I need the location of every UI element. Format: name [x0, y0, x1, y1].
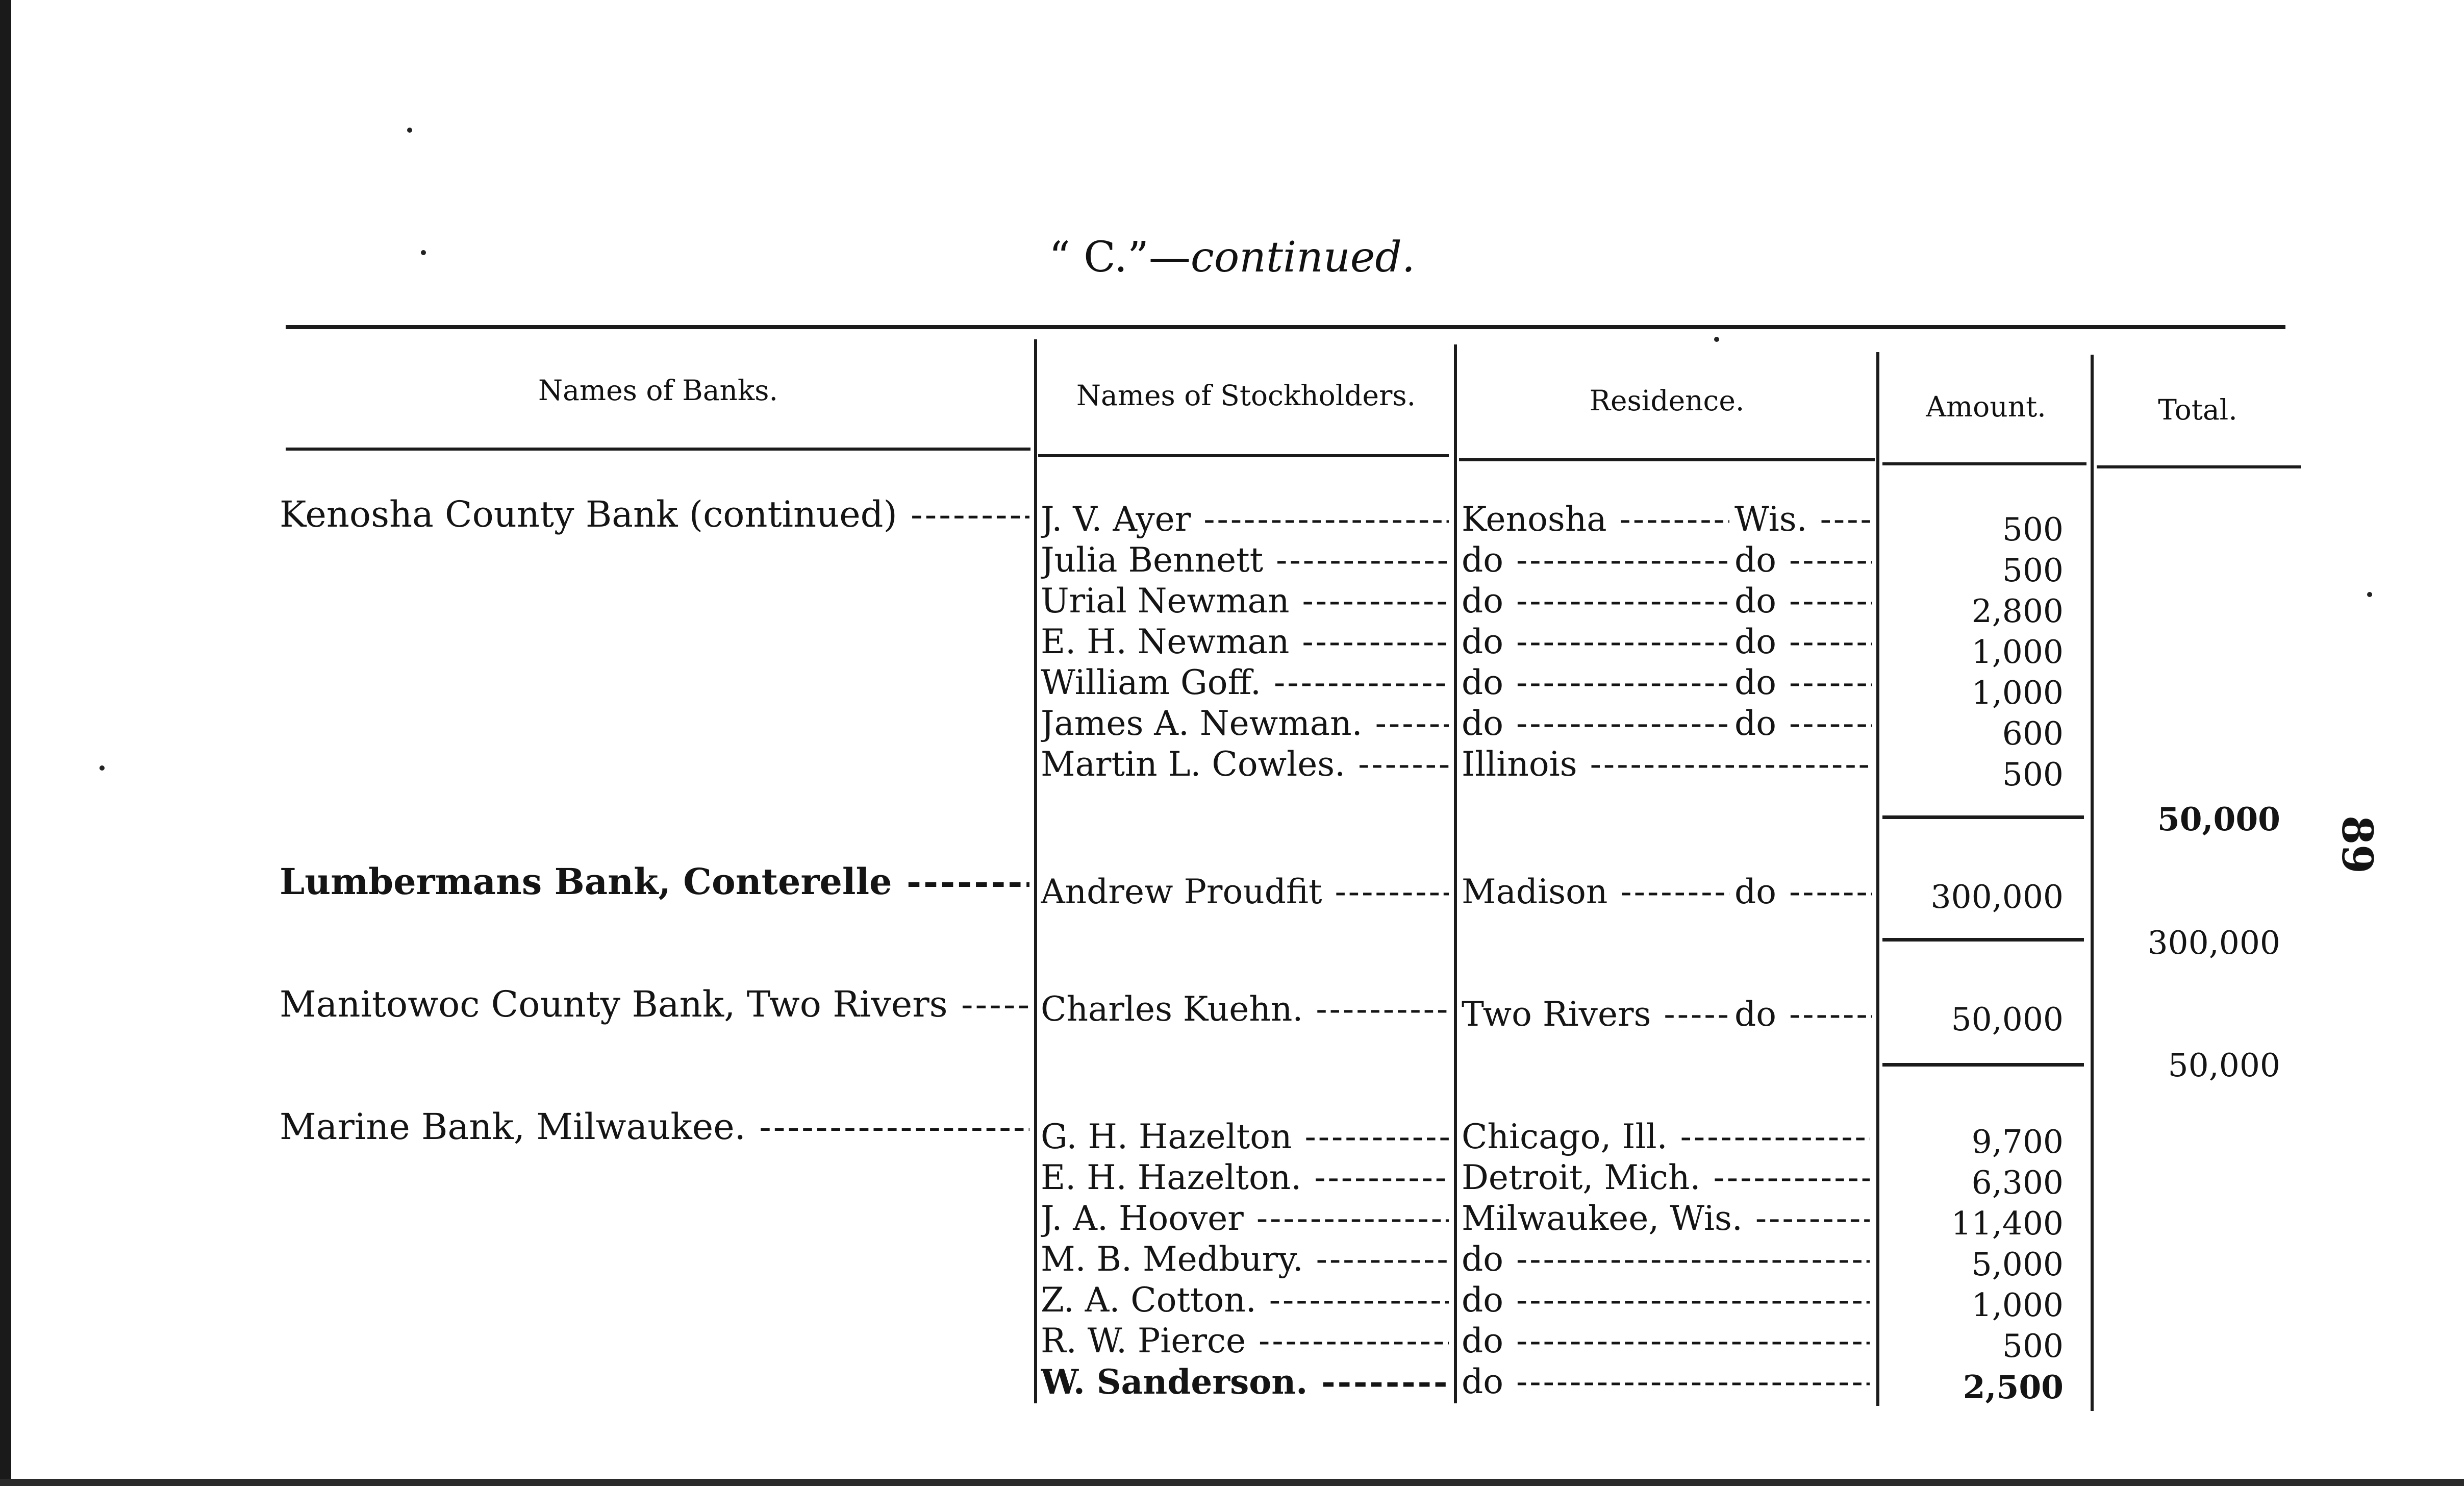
page-heading [0, 232, 2464, 283]
column-divider-2 [1454, 344, 1457, 1403]
bank-total: 50,000 [2157, 800, 2280, 838]
amount-cell: 5,000 [1971, 1246, 2064, 1283]
state-cell: do ----- [1734, 540, 1872, 581]
stockholder-cell: E. H. Hazelton. ----- [1041, 1157, 1449, 1198]
page-edge-shadow [0, 0, 11, 1486]
stockholder-cell: J. A. Hoover ----- [1041, 1198, 1449, 1239]
stockholder-cell: R. W. Pierce ----- [1041, 1321, 1449, 1361]
residence-cell: do ----- [1462, 540, 1729, 581]
column-divider-1 [1034, 339, 1037, 1403]
amount-cell: 6,300 [1971, 1164, 2064, 1201]
stockholder-cell: G. H. Hazelton ----- [1041, 1117, 1449, 1157]
state-cell: Wis. ----- [1734, 499, 1872, 540]
subtotal-rule [1882, 938, 2084, 942]
amount-cell: 500 [2002, 511, 2064, 548]
residence-cell: do ----- [1462, 662, 1729, 703]
amount-cell: 600 [2002, 715, 2064, 752]
header-amount: Amount. [1926, 390, 2046, 423]
amount-cell: 500 [2002, 756, 2064, 793]
bank-total: 300,000 [2147, 924, 2280, 961]
stockholder-cell: Martin L. Cowles. ----- [1041, 744, 1449, 785]
ink-speck [99, 765, 105, 771]
bank-total: 50,000 [2168, 1047, 2280, 1084]
amount-cell: 500 [2002, 552, 2064, 589]
residence-cell: Illinois ----- [1462, 744, 1870, 785]
residence-cell: do ----- [1462, 622, 1729, 662]
amount-cell: 1,000 [1971, 633, 2064, 671]
residence-cell: do ----- [1462, 1361, 1870, 1402]
residence-cell: Madison ----- [1462, 872, 1729, 912]
header-total: Total. [2158, 393, 2237, 426]
amount-cell: 2,500 [1963, 1368, 2064, 1406]
bank-name: Kenosha County Bank (continued) ----- [280, 494, 1029, 535]
amount-cell: 1,000 [1971, 1286, 2064, 1324]
residence-cell: do ----- [1462, 1239, 1870, 1280]
ink-speck [1714, 337, 1719, 342]
heading-continued: continued. [1190, 233, 1415, 282]
state-cell: do ----- [1734, 581, 1872, 622]
residence-cell: Kenosha ----- [1462, 499, 1729, 540]
residence-cell: Two Rivers ----- [1462, 994, 1729, 1035]
amount-cell: 500 [2002, 1327, 2064, 1365]
stockholder-cell: William Goff. ----- [1041, 662, 1449, 703]
heading-prefix: “ C.”— [1049, 233, 1191, 282]
header-residence: Residence. [1589, 384, 1745, 417]
header-names-of-stockholders: Names of Stockholders. [1076, 379, 1416, 412]
header-rule-banks [286, 448, 1030, 451]
state-cell: do ----- [1734, 622, 1872, 662]
residence-cell: Chicago, Ill. ----- [1462, 1117, 1870, 1157]
residence-cell: do ----- [1462, 1280, 1870, 1321]
stockholder-cell: W. Sanderson. ----- [1041, 1361, 1449, 1402]
ink-speck [407, 128, 412, 133]
state-cell: do ----- [1734, 662, 1872, 703]
state-cell: do ----- [1734, 703, 1872, 744]
residence-cell: do ----- [1462, 1321, 1870, 1361]
state-cell: do ----- [1734, 872, 1872, 912]
subtotal-rule [1882, 815, 2084, 819]
page-number: 89 [2332, 815, 2381, 874]
header-rule-stockholders [1038, 454, 1449, 457]
state-cell: do ----- [1734, 994, 1872, 1035]
header-rule-residence [1459, 458, 1875, 461]
amount-cell: 300,000 [1930, 878, 2064, 915]
amount-cell: 1,000 [1971, 674, 2064, 711]
table-top-rule [286, 325, 2285, 329]
residence-cell: Milwaukee, Wis. ----- [1462, 1198, 1870, 1239]
column-divider-3 [1876, 352, 1879, 1406]
stockholder-cell: James A. Newman. ----- [1041, 703, 1449, 744]
ink-speck [421, 250, 426, 255]
amount-cell: 9,700 [1971, 1123, 2064, 1160]
bank-name: Manitowoc County Bank, Two Rivers ----- [280, 984, 1029, 1025]
header-rule-amount [1882, 462, 2086, 465]
stockholder-cell: Julia Bennett ----- [1041, 540, 1449, 581]
stockholder-cell: M. B. Medbury. ----- [1041, 1239, 1449, 1280]
header-names-of-banks: Names of Banks. [538, 374, 778, 407]
residence-cell: do ----- [1462, 581, 1729, 622]
page-bottom-edge [0, 1479, 2464, 1486]
stockholder-cell: E. H. Newman ----- [1041, 622, 1449, 662]
residence-cell: do ----- [1462, 703, 1729, 744]
residence-cell: Detroit, Mich. ----- [1462, 1157, 1870, 1198]
bank-name: Marine Bank, Milwaukee. ----- [280, 1106, 1029, 1147]
stockholder-cell: J. V. Ayer ----- [1041, 499, 1449, 540]
amount-cell: 2,800 [1971, 592, 2064, 630]
stockholder-cell: Charles Kuehn. ----- [1041, 989, 1449, 1030]
stockholder-cell: Urial Newman ----- [1041, 581, 1449, 622]
column-divider-4 [2091, 355, 2094, 1411]
amount-cell: 11,400 [1951, 1205, 2064, 1242]
ink-speck [2367, 592, 2372, 597]
stockholder-cell: Z. A. Cotton. ----- [1041, 1280, 1449, 1321]
amount-cell: 50,000 [1951, 1001, 2064, 1038]
header-rule-total [2097, 465, 2301, 468]
bank-name: Lumbermans Bank, Conterelle ----- [280, 861, 1029, 902]
stockholder-cell: Andrew Proudfit ----- [1041, 872, 1449, 912]
subtotal-rule [1882, 1063, 2084, 1067]
